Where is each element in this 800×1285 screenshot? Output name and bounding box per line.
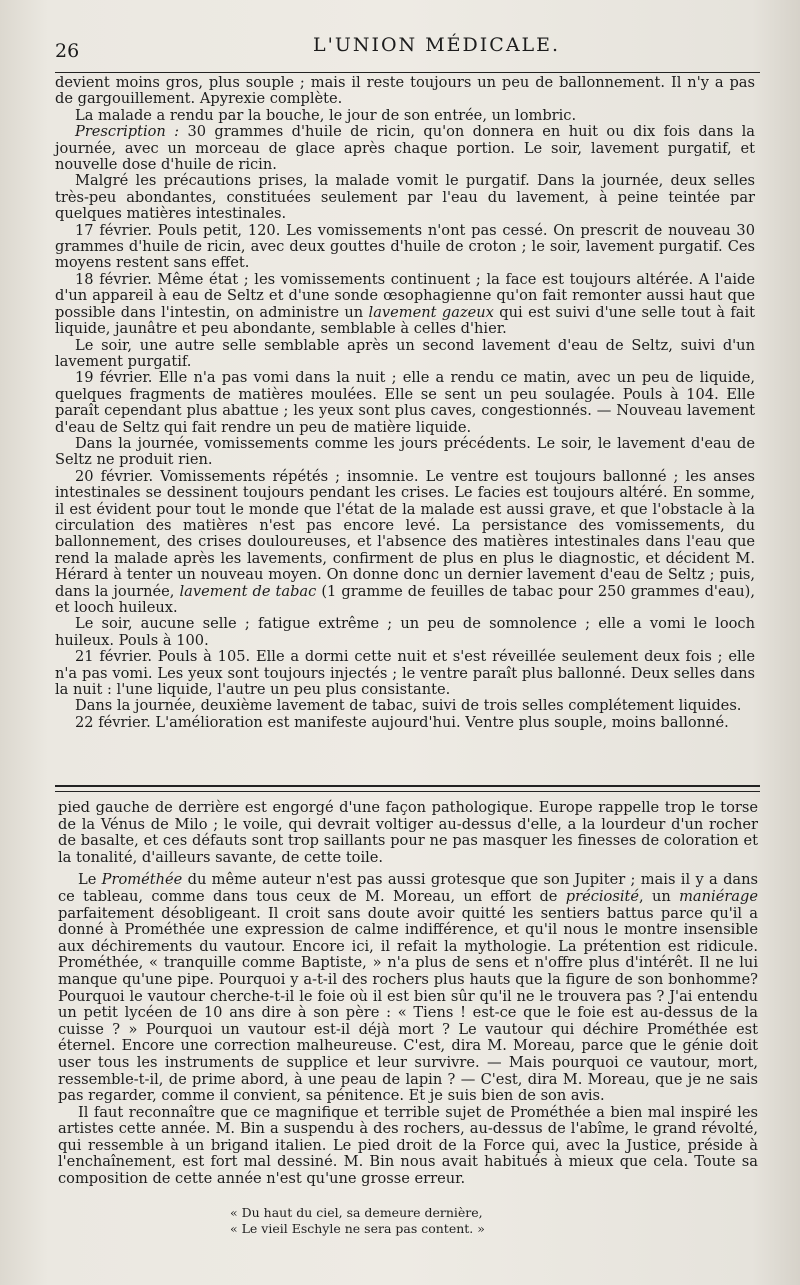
paragraph: Dans la journée, vomissements comme les jours précédents. Le soir, le lavement d'eau de Seltz ne produit rien. (55, 434, 755, 469)
paragraph: 17 février. Pouls petit, 120. Les vomissements n'ont pas cessé. On prescrit de nouveau 30 grammes d'huile de ricin, avec deux gouttes d'huile de croton ; le soir, lavement purgatif. Ces moyens restent sans effet. (55, 221, 755, 272)
paragraph: Le soir, une autre selle semblable après un second lavement d'eau de Seltz, suivi d'un lavement purgatif. (55, 336, 755, 370)
feuilleton-separator (55, 785, 760, 792)
feuilleton (58, 800, 758, 1188)
verse-line: « Du haut du ciel, sa demeure dernière, (230, 1205, 483, 1220)
paragraph: Malgré les précautions prises, la malade vomit le purgatif. Dans la journée, deux selles très-peu abondantes, constituées seulement par l'eau du lavement, à peine teintée par quelques matières intestinales. (55, 172, 755, 223)
verse-quotation (230, 1205, 650, 1237)
paragraph: Le Prométhée du même auteur n'est pas aussi grotesque que son Jupiter ; mais il y a dans ce tableau, comme dans tous ceux de M. Moreau, un effort de préciosité, un maniérage parfaitement désobligeant. Il croit sans doute avoir quitté les sentiers battus parce qu'il a donné à Prométhée une expression de calme indifférence, et qu'il nous le montre insensible aux déchirements du vautour. Encore ici, il refait la mythologie. La prétention est ridicule. Prométhée, « tranquille comme Baptiste, » n'a plus de sens et n'offre plus d'intérêt. Il ne lui manque qu'une pipe. Pourquoi y a-t-il des rochers plus hauts que la figure de son bonhomme? Pourquoi le vautour cherche-t-il le foie où il est bien sûr qu'il ne le trouvera pas ? J'ai entendu un petit lycéen de 10 ans dire à son père : « Tiens ! est-ce que le foie est au-dessus de la cuisse ? » Pourquoi un vautour est-il déjà mort ? Le vautour qui déchire Prométhée est éternel. Encore une correction malheureuse. C'est, dira M. Moreau, parce que le génie doit user tous les instruments de supplice et leur survivre. — Mais pourquoi ce vautour, mort, ressemble-t-il, de prime abord, à une peau de lapin ? — C'est, dira M. Moreau, que je ne sais pas regarder, comme il convient, sa pénitence. Et je suis bien de son avis. (58, 871, 759, 1105)
paragraph: Dans la journée, deuxième lavement de tabac, suivi de trois selles complétement liquides. (75, 697, 742, 715)
paragraph: 18 février. Même état ; les vomissements continuent ; la face est toujours altérée. A l'aide d'un appareil à eau de Seltz et d'une sonde œsophagienne qu'on fait remonter aussi haut que possible dans l'intestin, on administre un lavement gazeux qui est suivi d'une selle tout à fait liquide, jaunâtre et peu abondante, semblable à celles d'hier. (55, 270, 755, 338)
paragraph: 19 février. Elle n'a pas vomi dans la nuit ; elle a rendu ce matin, avec un peu de liquide, quelques fragments de matières moulées. Elle se sent un peu soulagée. Pouls à 104. Elle paraît cependant plus abattue ; les yeux sont plus caves, congestionnés. — Nouveau lavement d'eau de Seltz qui fait rendre un peu de matière liquide. (55, 369, 755, 436)
page-header (55, 30, 760, 60)
case-report (55, 75, 755, 731)
paragraph: Le soir, aucune selle ; fatigue extrême ; un peu de somnolence ; elle a vomi le looch huileux. Pouls à 100. (55, 615, 755, 649)
paragraph: Il faut reconnaître que ce magnifique et terrible sujet de Prométhée a bien mal inspiré les artistes cette année. M. Bin a suspendu à des rochers, au-dessus de l'abîme, le grand révolté, qui ressemble à un brigand italien. Le pied droit de la Force qui, avec la Justice, préside à l'enchaînement, est fort mal dessiné. M. Bin nous avait habitués à mieux que cela. Toute sa composition de cette année n'est qu'une grosse erreur. (58, 1103, 758, 1188)
paragraph: 20 février. Vomissements répétés ; insomnie. Le ventre est toujours ballonné ; les anses intestinales se dessinent toujours pendant les crises. Le facies est toujours altéré. En somme, il est évident pour tout le monde que l'état de la malade est aussi grave, et que l'obstacle à la circulation des matières n'est pas encore levé. La persistance des vomissements, du ballonnement, des crises douloureuses, et l'absence des matières intestinales dans l'eau que rend la malade après les lavements, confirment de plus en plus le diagnostic, et décident M. Hérard à tenter un nouveau moyen. On donne donc un dernier lavement d'eau de Seltz ; puis, dans la journée, lavement de tabac (1 gramme de feuilles de tabac pour 250 grammes d'eau), et looch huileux. (55, 467, 756, 616)
verse-line: « Le vieil Eschyle ne sera pas content. » (230, 1221, 485, 1236)
page-number: 26 (55, 40, 80, 62)
header-rule (55, 72, 760, 73)
paragraph: Prescription : 30 grammes d'huile de ricin, qu'on donnera en huit ou dix fois dans la journée, avec un morceau de glace après chaque portion. Le soir, lavement purgatif, et nouvelle dose d'huile de ricin. (55, 123, 755, 174)
paragraph: La malade a rendu par la bouche, le jour de son entrée, un lombric. (75, 106, 577, 124)
paragraph: devient moins gros, plus souple ; mais il reste toujours un peu de ballonnement. Il n'y a pas de gargouillement. Apyrexie complète. (55, 74, 755, 108)
paragraph: pied gauche de derrière est engorgé d'une façon pathologique. Europe rappelle trop le torse de la Vénus de Milo ; le voile, qui devrait voltiger au-dessus d'elle, a la lourdeur d'un rocher de basalte, et ces défauts sont trop saillants pour ne pas masquer les finesses de coloration et la tonalité, d'ailleurs savante, de cette toile. (58, 799, 758, 866)
running-title: L'UNION MÉDICALE. (313, 34, 561, 56)
paragraph: 21 février. Pouls à 105. Elle a dormi cette nuit et s'est réveillée seulement deux fois ; elle n'a pas vomi. Les yeux sont toujours injectés ; le ventre paraît plus ballonné. Deux selles dans la nuit : l'une liquide, l'autre un peu plus consistante. (55, 648, 755, 699)
paragraph: 22 février. L'amélioration est manifeste aujourd'hui. Ventre plus souple, moins ballonné. (75, 713, 729, 731)
